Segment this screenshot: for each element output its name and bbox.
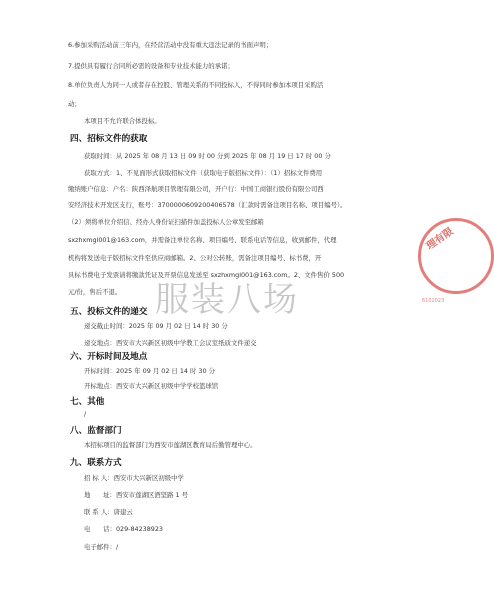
section-7-title: 七、其他 — [70, 397, 105, 407]
opening-place: 开标地点：西安市大兴新区初级中学学校篮球馆 — [84, 382, 219, 390]
email-value: / — [115, 543, 119, 551]
other-content: / — [84, 410, 87, 418]
opening-time: 开标时间：2025 年 09 月 02 日 14 时 30 分 — [84, 367, 215, 375]
address-row — [84, 491, 188, 500]
section-9-title: 九、联系方式 — [70, 458, 122, 468]
submit-deadline: 递交截止时间：2025 年 09 月 02 日 14 时 30 分 — [84, 322, 228, 330]
contact-label: 联 系 人： — [84, 508, 114, 516]
phone-value: 029-84238923 — [115, 525, 163, 533]
phone-row — [84, 525, 163, 534]
contact-value: 唐建云 — [113, 508, 133, 516]
requirement-7: 7.提供具有履行合同所必需的设备和专业技术能力的承诺； — [68, 62, 234, 70]
supervision-content: 本招标项目的监督部门为西安市莲湖区教育局后勤管理中心。 — [84, 441, 257, 449]
watermark-text: 服装八场 — [155, 280, 299, 320]
acquire-time: 获取时间：从 2025 年 08 月 13 日 09 时 00 分到 2025 年 08 月 19 日 17 时 00 分 — [84, 152, 331, 160]
seal-number: 6102023 — [422, 298, 445, 304]
address-label: 地 址： — [84, 491, 116, 499]
acquire-method-4: （2）须将单位介绍信、经办人身份证扫描件加盖投标人公章发至邮箱 — [68, 218, 264, 226]
section-5-title: 五、投标文件的递交 — [70, 307, 148, 317]
section-4-title: 四、招标文件的获取 — [70, 134, 148, 144]
section-6-title: 六、开标时间及地点 — [70, 352, 148, 362]
acquire-method-3: 安经济技术开发区支行，账号：3700000609200406578（汇款时需备注项目名称、项目编号）。 — [68, 201, 347, 209]
requirement-8-cont: 动； — [68, 100, 81, 108]
acquire-method-8: 元/份，售后不退。 — [68, 288, 122, 296]
email-label: 电子邮件： — [84, 543, 116, 551]
requirement-6: 6.参加采购活动前三年内，在经营活动中没有重大违法记录的书面声明； — [68, 41, 273, 49]
phone-label: 电 话： — [84, 525, 116, 533]
contact-row — [84, 508, 133, 517]
tenderer-label: 招 标 人： — [84, 474, 114, 482]
seal-text: 理有限 — [424, 226, 456, 253]
acquire-method-2: 缴纳账户信息：户名：陕西泽航项目管理有限公司，开户行：中国工商银行股份有限公司西 — [68, 185, 324, 193]
email-row — [84, 543, 118, 552]
address-value: 西安市莲湖区酒坚路 1 号 — [115, 491, 188, 499]
acquire-method-1: 获取方式：1、不见面形式获取招标文件（获取电子版招标文件）：（1）招标文件费用 — [84, 169, 323, 177]
tenderer-row — [84, 474, 184, 483]
acquire-method-6: 机构将发送电子版招标文件至供应商邮箱。2、公对公转账，需备注项目编号、标书费，开 — [68, 254, 322, 262]
submit-place: 递交地点：西安市大兴新区初级中学教工会议室纸质文件递交 — [84, 339, 257, 347]
acquire-method-7: 具标书费电子发票请将缴款凭证及开票信息发送至 sxzhxmgl001@163.com。2、文件售价 500 — [68, 271, 345, 279]
no-consortium-note: 本项目不允许联合体投标。 — [84, 117, 161, 125]
tenderer-value: 西安市大兴新区初级中学 — [113, 474, 184, 482]
requirement-8: 8.单位负责人为同一人或者存在控股、管理关系的不同投标人，不得同时参加本项目采购活 — [68, 81, 324, 89]
acquire-method-5: sxzhxmgl001@163.com，并需备注单位名称、项目编号、联系电话等信息，收到邮件，代理 — [68, 236, 337, 244]
company-seal — [418, 218, 494, 294]
section-8-title: 八、监督部门 — [70, 426, 122, 436]
